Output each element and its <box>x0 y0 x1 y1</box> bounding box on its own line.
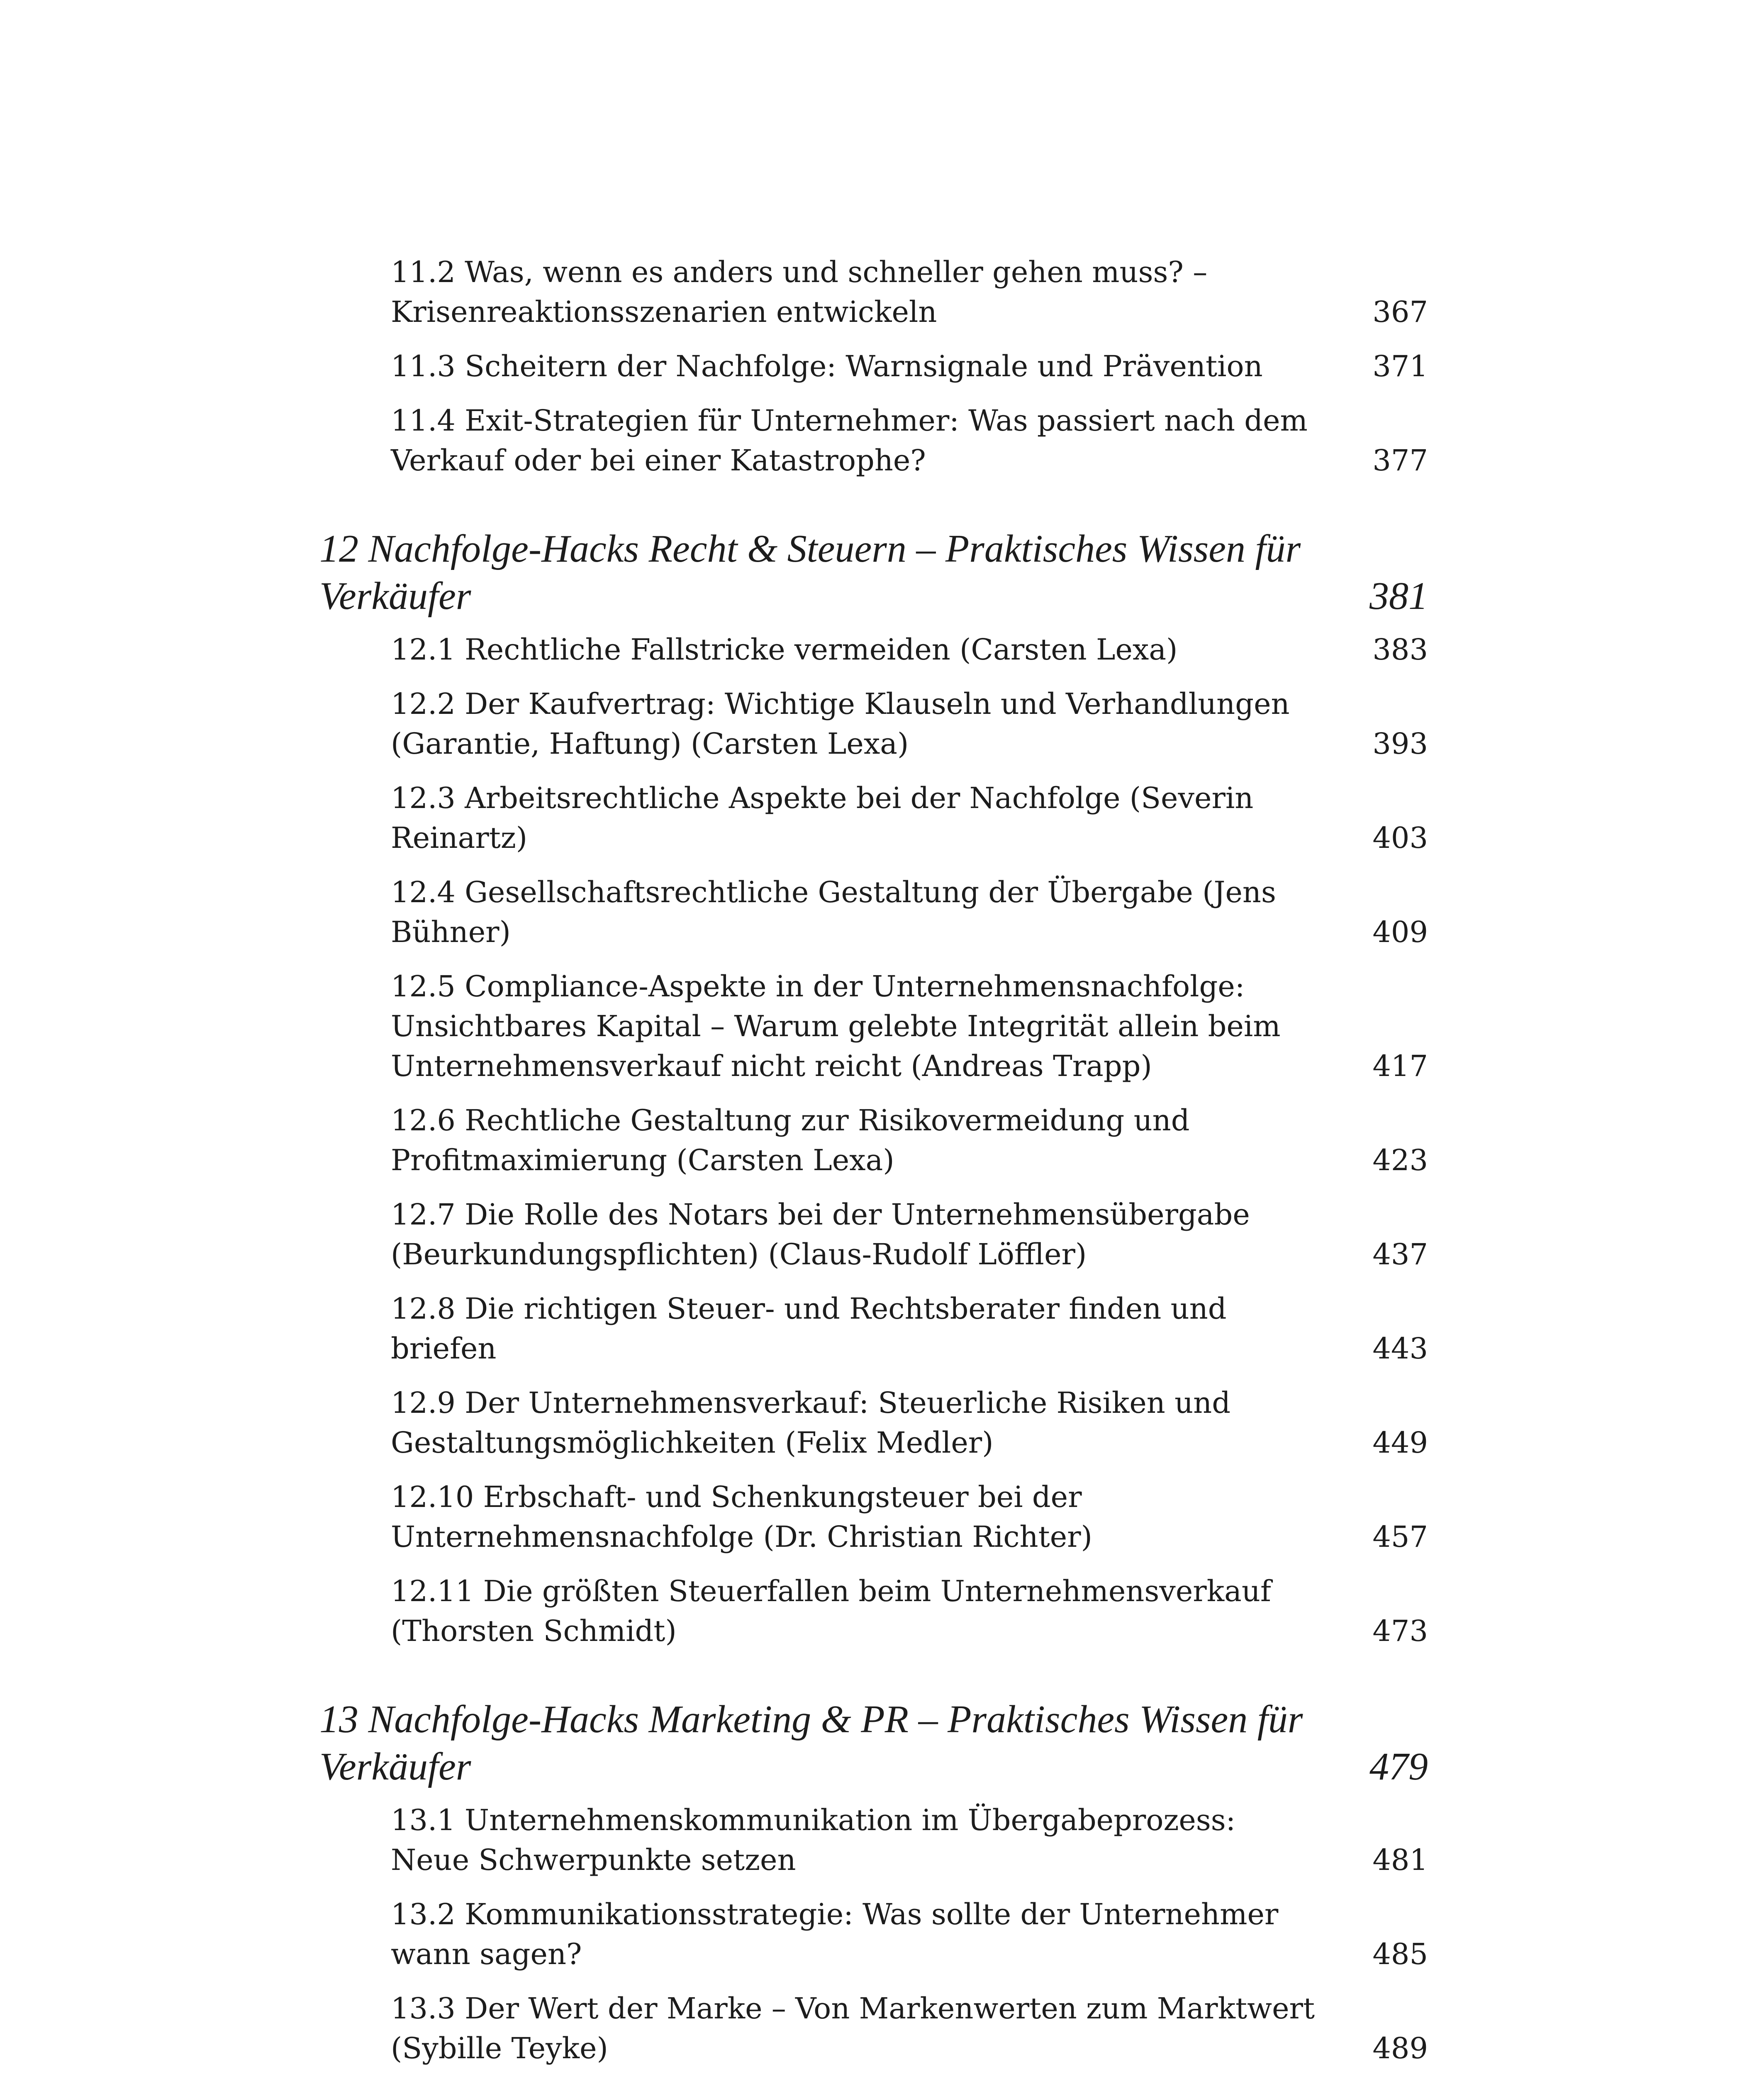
toc-entry <box>391 1289 1428 1368</box>
toc-entry-title: 13.2 Kommunikationsstrategie: Was sollte der Unternehmer wann sagen? <box>391 1897 1279 1971</box>
toc-entry-title: 12.5 Compliance-Aspekte in der Unternehmensnachfolge: Unsichtbares Kapital – Warum gelebte Integrität allein beim Unternehmensverkauf nicht reicht (Andreas Trapp) <box>391 969 1281 1083</box>
toc-entry-title: 12.1 Rechtliche Fallstricke vermeiden (Carsten Lexa) <box>391 633 1178 667</box>
toc-entry <box>391 1571 1428 1651</box>
chapter-heading <box>319 525 1428 620</box>
toc-entry <box>391 1195 1428 1274</box>
toc-entry <box>391 778 1428 858</box>
toc-entry-title: 12.7 Die Rolle des Notars bei der Unternehmensübergabe (Beurkundungspflichten) (Claus-Rudolf Löffler) <box>391 1198 1250 1271</box>
chapter-title: 12 Nachfolge-Hacks Recht & Steuern – Praktisches Wissen für Verkäufer <box>319 527 1301 618</box>
toc-entry-page: 485 <box>1372 1937 1428 1971</box>
toc-entry-title: 13.1 Unternehmenskommunikation im Übergabeprozess: Neue Schwerpunkte setzen <box>391 1803 1236 1877</box>
toc-entry-page: 437 <box>1372 1237 1428 1271</box>
chapter-heading <box>319 1696 1428 1790</box>
toc-entry <box>391 1100 1428 1180</box>
toc-entry-page: 377 <box>1372 443 1428 477</box>
toc-entry <box>391 1989 1428 2068</box>
toc-entry-title: 12.2 Der Kaufvertrag: Wichtige Klauseln und Verhandlungen (Garantie, Haftung) (Carsten Lexa) <box>391 687 1290 761</box>
toc-entry-page: 457 <box>1372 1520 1428 1554</box>
toc-entry <box>391 684 1428 764</box>
toc-entry <box>391 1383 1428 1463</box>
toc-entry-page: 423 <box>1372 1143 1428 1177</box>
toc-entry-title: 13.3 Der Wert der Marke – Von Markenwerten zum Marktwert (Sybille Teyke) <box>391 1991 1315 2065</box>
toc-entry <box>391 872 1428 952</box>
toc-entry-page: 403 <box>1372 821 1428 855</box>
toc-entry-page: 449 <box>1372 1426 1428 1460</box>
toc-entry-title: 12.11 Die größten Steuerfallen beim Unternehmensverkauf (Thorsten Schmidt) <box>391 1574 1271 1648</box>
toc-entry-title: 11.4 Exit-Strategien für Unternehmer: Was passiert nach dem Verkauf oder bei einer Katastrophe? <box>391 404 1308 477</box>
toc-entry-page: 443 <box>1372 1332 1428 1366</box>
toc-entry <box>391 252 1428 332</box>
chapter-page: 381 <box>1369 574 1428 618</box>
toc-entry-page: 367 <box>1372 295 1428 329</box>
toc-entry-page: 383 <box>1372 633 1428 667</box>
toc-entry <box>391 1477 1428 1557</box>
toc-entry-page: 473 <box>1372 1614 1428 1648</box>
toc-entry-title: 12.4 Gesellschaftsrechtliche Gestaltung der Übergabe (Jens Bühner) <box>391 875 1276 949</box>
toc-entry-page: 409 <box>1372 915 1428 949</box>
toc-entry-title: 12.8 Die richtigen Steuer- und Rechtsberater finden und briefen <box>391 1292 1227 1366</box>
chapter-page: 479 <box>1369 1745 1428 1788</box>
chapter-title: 13 Nachfolge-Hacks Marketing & PR – Praktisches Wissen für Verkäufer <box>319 1698 1303 1788</box>
toc-entry-title: 11.2 Was, wenn es anders und schneller gehen muss? – Krisenreaktionsszenarien entwickeln <box>391 255 1208 329</box>
toc-entry <box>391 401 1428 480</box>
toc-entry-title: 12.6 Rechtliche Gestaltung zur Risikovermeidung und Profitmaximierung (Carsten Lexa) <box>391 1103 1190 1177</box>
toc-entry <box>391 1894 1428 1974</box>
table-of-contents <box>319 252 1428 2074</box>
toc-entry-title: 12.10 Erbschaft- und Schenkungsteuer bei der Unternehmensnachfolge (Dr. Christian Richter) <box>391 1480 1092 1554</box>
toc-entry-page: 481 <box>1372 1843 1428 1877</box>
toc-entry-title: 12.3 Arbeitsrechtliche Aspekte bei der Nachfolge (Severin Reinartz) <box>391 781 1254 855</box>
toc-entry <box>391 346 1428 386</box>
toc-entry-page: 393 <box>1372 727 1428 761</box>
toc-entry-page: 489 <box>1372 2031 1428 2065</box>
toc-entry-page: 371 <box>1372 349 1428 383</box>
toc-entry-page: 417 <box>1372 1049 1428 1083</box>
toc-entry <box>391 630 1428 669</box>
toc-entry-title: 11.3 Scheitern der Nachfolge: Warnsignale und Prävention <box>391 349 1263 383</box>
toc-entry-title: 12.9 Der Unternehmensverkauf: Steuerliche Risiken und Gestaltungsmöglichkeiten (Felix Medler) <box>391 1386 1231 1460</box>
toc-entry <box>391 966 1428 1086</box>
toc-entry <box>391 1800 1428 1880</box>
